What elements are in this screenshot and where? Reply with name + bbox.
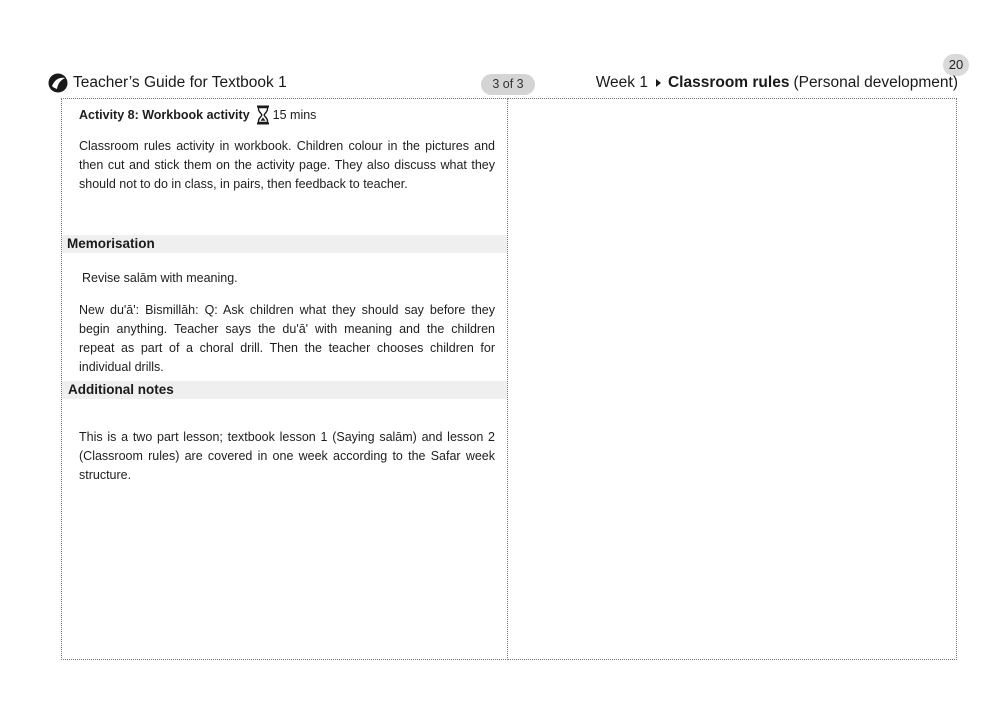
memorisation-section-header [62,235,507,253]
lesson-title: Classroom rules [667,74,790,91]
lesson-category: (Personal development) [793,74,958,91]
triangle-right-icon [656,79,661,87]
week-label: Week 1 [595,74,648,91]
left-content-panel [61,98,508,660]
activity-label: Activity 8: Workbook activity [79,108,250,122]
additional-notes-section-header [62,381,507,399]
activity-heading [79,105,316,125]
activity-description: Classroom rules activity in workbook. Children colour in the pictures and then cut and stick them on the activity page. They also discuss what they should not to do in class, in pairs, then feedback to teacher. [79,139,495,191]
logo-icon [48,73,68,93]
activity-duration: 15 mins [272,108,317,122]
lesson-breadcrumb [596,74,958,92]
section-title: Additional notes [68,382,174,397]
guide-header [48,73,287,93]
section-title: Memorisation [67,236,155,251]
hourglass-icon [256,105,270,125]
guide-title: Teacher’s Guide for Textbook 1 [73,74,287,91]
page-number: 20 [943,54,969,76]
memorisation-paragraph: Revise salām with meaning. [82,271,238,285]
right-content-panel [507,98,957,660]
page-counter: 3 of 3 [481,74,535,95]
memorisation-paragraph: New du'ā': Bismillāh: Q: Ask children what they should say before they begin anything. Teacher says the du'ā' with meaning and the children repeat as part of a choral drill. Then the teacher chooses children for individual drills. [79,303,495,374]
additional-notes-text: This is a two part lesson; textbook lesson 1 (Saying salām) and lesson 2 (Classroom rules) are covered in one week according to the Safar week structure. [79,430,495,482]
